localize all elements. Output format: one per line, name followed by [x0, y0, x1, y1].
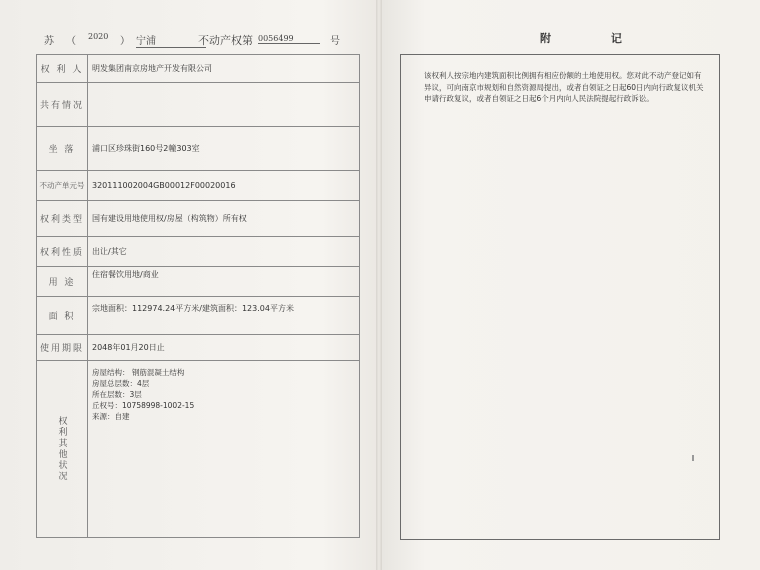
list-item: 房屋总层数：4层 [92, 379, 150, 388]
row-value: 明发集团南京房地产开发有限公司 [88, 55, 360, 83]
book-spine [376, 0, 382, 570]
row-label: 面 积 [37, 297, 88, 335]
row-label: 用 途 [37, 267, 88, 297]
row-value: 宗地面积：112974.24平方米/建筑面积：123.04平方米 [88, 297, 360, 335]
annex-text: 该权利人按宗地内建筑面积比例拥有相应份额的土地使用权。您对此不动产登记如有异议，可向南京市规划和自然资源局提出，或者自领证之日起60日内向行政复议机关申请行政复议，或者自领证之日起6个月内向人民法院提起行政诉讼。 [424, 71, 704, 103]
row-label: 权 利 人 [37, 55, 88, 83]
row-value: 浦口区珍珠街160号2幢303室 [88, 127, 360, 171]
table-row [37, 267, 360, 297]
row-value [88, 83, 360, 127]
cert-city: 宁浦 [136, 32, 206, 48]
cert-year: 2020 [88, 32, 109, 41]
row-value: 住宿餐饮用地/商业 [88, 267, 360, 297]
row-label: 不动产单元号 [37, 171, 88, 201]
row-label: 权利类型 [37, 201, 88, 237]
row-label: 共有情况 [37, 83, 88, 127]
table-row [37, 201, 360, 237]
row-value: 出让/其它 [88, 237, 360, 267]
other-status-value [88, 361, 360, 538]
table-row [37, 171, 360, 201]
region-code: 苏 [44, 36, 54, 47]
row-value: 国有建设用地使用权/房屋（构筑物）所有权 [88, 201, 360, 237]
table-row [37, 127, 360, 171]
table-row [37, 361, 360, 538]
list-item: 丘权号：10758998-1002-15 [92, 401, 195, 410]
row-value: 320111002004GB00012F00020016 [88, 171, 360, 201]
annex-box [400, 54, 720, 540]
cert-suffix: 号 [330, 36, 340, 47]
table-row [37, 297, 360, 335]
row-label: 坐 落 [37, 127, 88, 171]
cert-type: 不动产权第 [198, 34, 253, 47]
list-item: 来源：自建 [92, 412, 130, 421]
open-paren: （ [66, 36, 76, 47]
annex-title: 附 记 [540, 32, 650, 45]
table-row [37, 55, 360, 83]
row-label: 使用期限 [37, 335, 88, 361]
other-status-list [92, 361, 355, 422]
table-row [37, 83, 360, 127]
paper-mark [692, 455, 694, 461]
table-row [37, 335, 360, 361]
list-item: 房屋结构： 钢筋混凝土结构 [92, 368, 185, 377]
other-status-label: 权利其他状况 [37, 361, 88, 538]
registration-table [36, 54, 360, 538]
row-value: 2048年01月20日止 [88, 335, 360, 361]
list-item: 所在层数：3层 [92, 390, 142, 399]
row-label: 权利性质 [37, 237, 88, 267]
table-row [37, 237, 360, 267]
cert-number: 0056499 [258, 34, 320, 44]
close-paren: ） [120, 36, 130, 47]
